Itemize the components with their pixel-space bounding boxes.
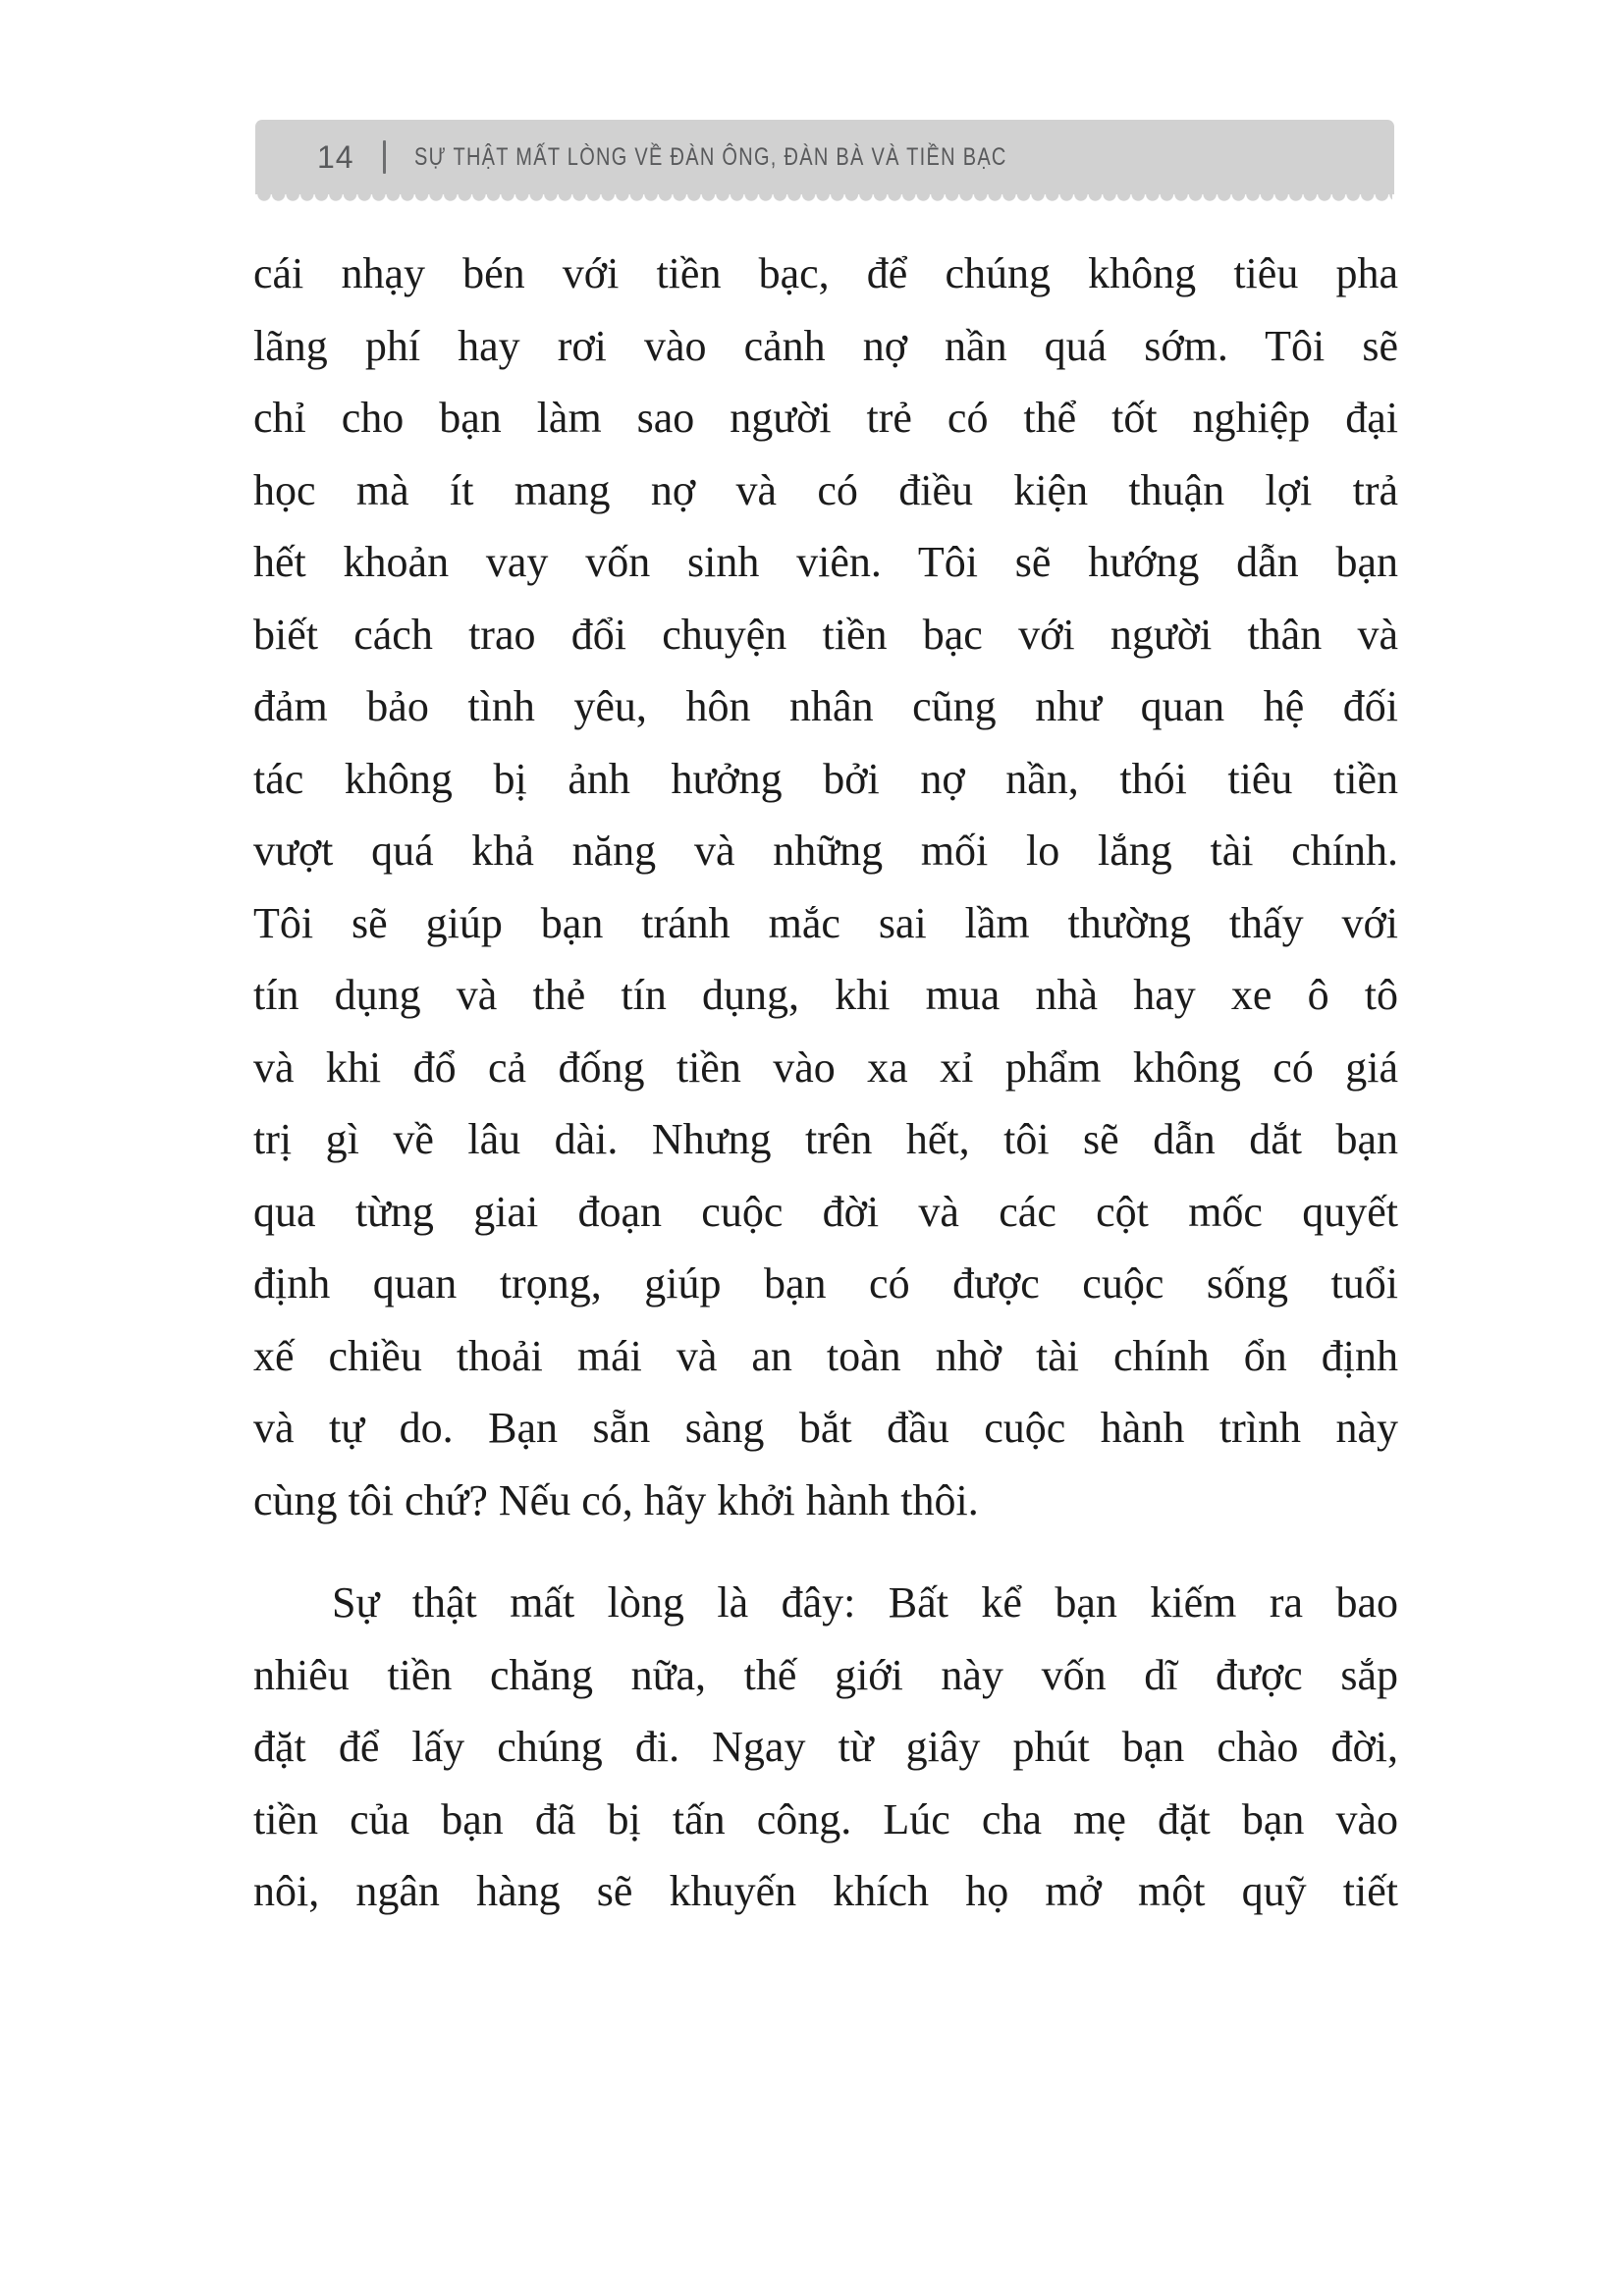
body-text bbox=[253, 238, 1398, 1928]
text-line: vượt quá khả năng và những mối lo lắng tài chính. bbox=[253, 827, 1398, 875]
header-divider bbox=[383, 140, 386, 174]
text-line: nôi, ngân hàng sẽ khuyến khích họ mở một quỹ tiết bbox=[253, 1867, 1398, 1915]
text-line: tác không bị ảnh hưởng bởi nợ nần, thói tiêu tiền bbox=[253, 754, 1398, 803]
paragraph bbox=[253, 238, 1398, 1536]
paragraph bbox=[253, 1567, 1398, 1928]
text-line: biết cách trao đổi chuyện tiền bạc với người thân và bbox=[253, 610, 1398, 659]
text-line: học mà ít mang nợ và có điều kiện thuận lợi trả bbox=[253, 465, 1398, 514]
text-line: chỉ cho bạn làm sao người trẻ có thể tốt nghiệp đại bbox=[253, 394, 1398, 442]
text-line: nhiêu tiền chăng nữa, thế giới này vốn dĩ được sắp bbox=[253, 1650, 1398, 1699]
text-line: xế chiều thoải mái và an toàn nhờ tài chính ổn định bbox=[253, 1331, 1398, 1380]
running-title: SỰ THẬT MẤT LÒNG VỀ ĐÀN ÔNG, ĐÀN BÀ VÀ TIỀN BẠC bbox=[413, 142, 1007, 171]
page-number: 14 bbox=[317, 138, 354, 175]
text-line: trị gì về lâu dài. Nhưng trên hết, tôi sẽ dẫn dắt bạn bbox=[253, 1115, 1398, 1163]
text-line: tiền của bạn đã bị tấn công. Lúc cha mẹ đặt bạn vào bbox=[253, 1794, 1398, 1843]
text-line: Sự thật mất lòng là đây: Bất kể bạn kiếm ra bao bbox=[332, 1578, 1398, 1627]
running-header-band bbox=[255, 120, 1394, 194]
text-line: tín dụng và thẻ tín dụng, khi mua nhà hay xe ô tô bbox=[253, 971, 1398, 1019]
text-line: qua từng giai đoạn cuộc đời và các cột mốc quyết bbox=[253, 1187, 1398, 1236]
text-line: Tôi sẽ giúp bạn tránh mắc sai lầm thường thấy với bbox=[253, 898, 1398, 947]
text-line: lãng phí hay rơi vào cảnh nợ nần quá sớm. Tôi sẽ bbox=[253, 321, 1398, 370]
text-line: và tự do. Bạn sẵn sàng bắt đầu cuộc hành trình này bbox=[253, 1404, 1398, 1452]
text-line: hết khoản vay vốn sinh viên. Tôi sẽ hướng dẫn bạn bbox=[253, 538, 1398, 586]
text-line: đặt để lấy chúng đi. Ngay từ giây phút bạn chào đời, bbox=[253, 1723, 1398, 1771]
text-line: cùng tôi chứ? Nếu có, hãy khởi hành thôi. bbox=[253, 1475, 979, 1524]
text-line: và khi đổ cả đống tiền vào xa xỉ phẩm không có giá bbox=[253, 1042, 1398, 1092]
text-line: cái nhạy bén với tiền bạc, để chúng không tiêu pha bbox=[253, 249, 1398, 297]
text-line: định quan trọng, giúp bạn có được cuộc sống tuổi bbox=[253, 1259, 1398, 1308]
text-line: đảm bảo tình yêu, hôn nhân cũng như quan hệ đối bbox=[253, 682, 1398, 730]
